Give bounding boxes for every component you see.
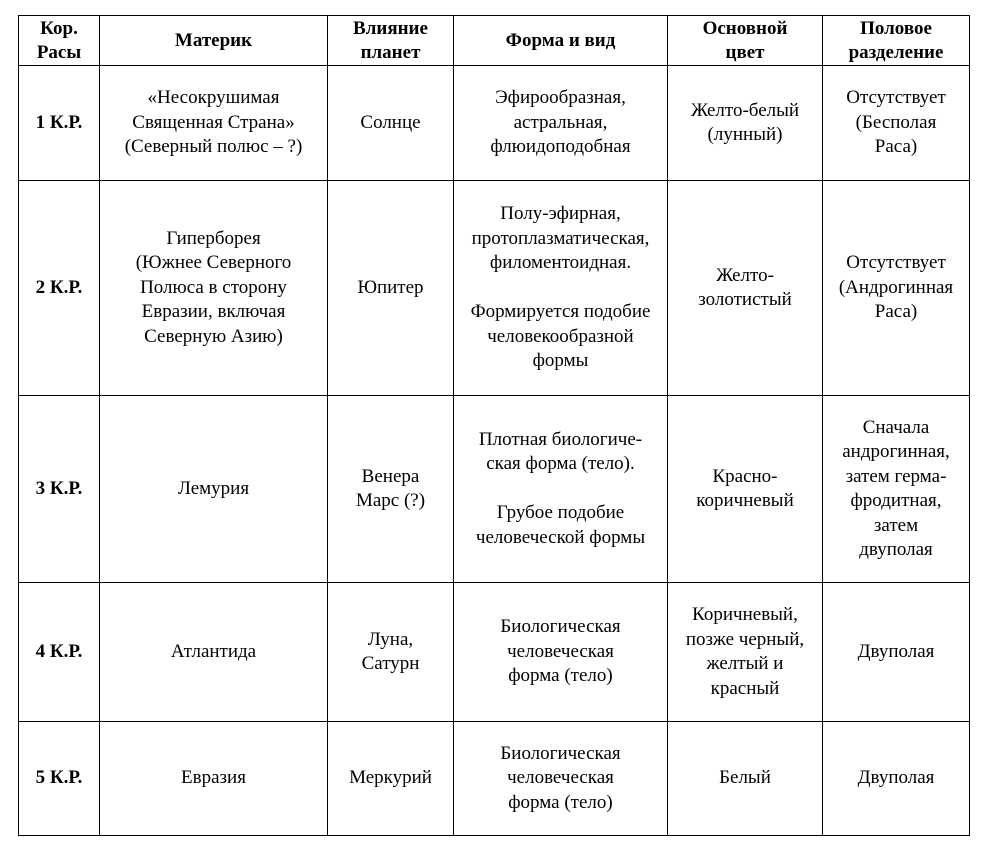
- cell-planet: Юпитер: [328, 181, 454, 396]
- table-row: [19, 66, 970, 181]
- table-header-row: [19, 16, 970, 66]
- cell-sex: Двуполая: [823, 722, 970, 836]
- root-races-table: [18, 15, 970, 836]
- header-color: Основной цвет: [668, 16, 823, 66]
- cell-race: 5 К.Р.: [19, 722, 100, 836]
- header-continent: Материк: [100, 16, 328, 66]
- table-row: [19, 722, 970, 836]
- cell-form: Биологическая человеческая форма (тело): [454, 722, 668, 836]
- cell-form: Полу-эфирная, протоплазматическая, филоментоидная. Формируется подобие человекообразной формы: [454, 181, 668, 396]
- header-form: Форма и вид: [454, 16, 668, 66]
- cell-color: Желто-белый (лунный): [668, 66, 823, 181]
- cell-race: 2 К.Р.: [19, 181, 100, 396]
- table-row: [19, 583, 970, 722]
- cell-continent: Гиперборея (Южнее Северного Полюса в сторону Евразии, включая Северную Азию): [100, 181, 328, 396]
- cell-color: Желто- золотистый: [668, 181, 823, 396]
- cell-sex: Сначала андрогинная, затем герма- фродитная, затем двуполая: [823, 396, 970, 583]
- cell-planet: Солнце: [328, 66, 454, 181]
- cell-form: Эфирообразная, астральная, флюидоподобная: [454, 66, 668, 181]
- cell-form: Плотная биологиче- ская форма (тело). Грубое подобие человеческой формы: [454, 396, 668, 583]
- header-planet: Влияние планет: [328, 16, 454, 66]
- cell-continent: «Несокрушимая Священная Страна» (Северный полюс – ?): [100, 66, 328, 181]
- header-race: Кор. Расы: [19, 16, 100, 66]
- cell-continent: Евразия: [100, 722, 328, 836]
- cell-color: Красно- коричневый: [668, 396, 823, 583]
- cell-planet: Меркурий: [328, 722, 454, 836]
- cell-race: 3 К.Р.: [19, 396, 100, 583]
- header-sex: Половое разделение: [823, 16, 970, 66]
- cell-continent: Лемурия: [100, 396, 328, 583]
- cell-sex: Отсутствует (Бесполая Раса): [823, 66, 970, 181]
- cell-planet: Венера Марс (?): [328, 396, 454, 583]
- cell-color: Коричневый, позже черный, желтый и красный: [668, 583, 823, 722]
- cell-race: 1 К.Р.: [19, 66, 100, 181]
- cell-sex: Отсутствует (Андрогинная Раса): [823, 181, 970, 396]
- cell-form: Биологическая человеческая форма (тело): [454, 583, 668, 722]
- cell-sex: Двуполая: [823, 583, 970, 722]
- cell-continent: Атлантида: [100, 583, 328, 722]
- table-row: [19, 396, 970, 583]
- cell-color: Белый: [668, 722, 823, 836]
- table-row: [19, 181, 970, 396]
- cell-planet: Луна, Сатурн: [328, 583, 454, 722]
- cell-race: 4 К.Р.: [19, 583, 100, 722]
